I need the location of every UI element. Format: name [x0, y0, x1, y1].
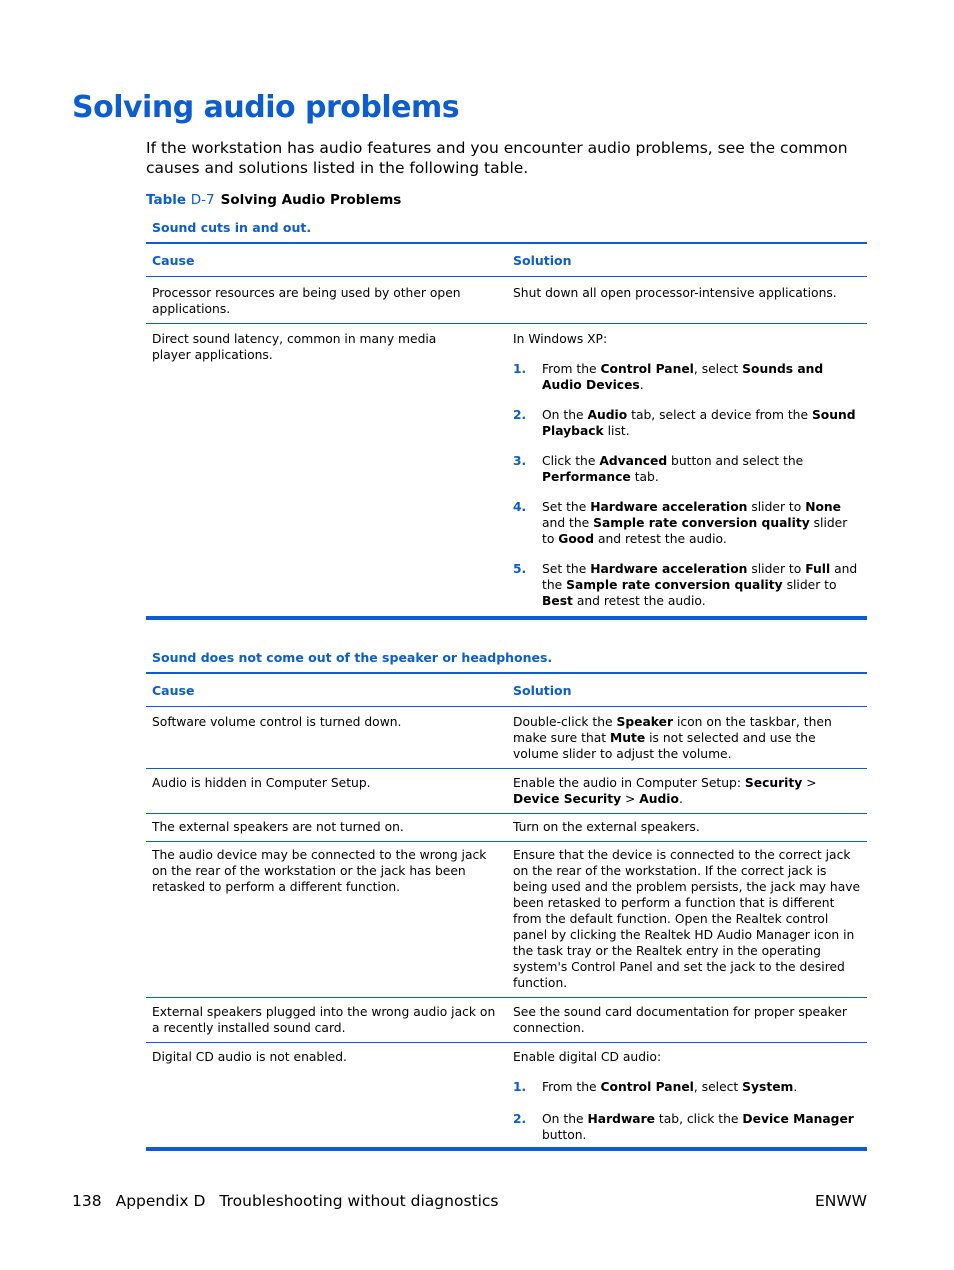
table-row: [146, 769, 867, 814]
list-item: [513, 453, 861, 485]
footer-chapter: Troubleshooting without diagnostics: [219, 1192, 499, 1210]
solution-intro: Enable digital CD audio:: [513, 1050, 662, 1064]
column-header-solution: Solution: [513, 682, 572, 698]
solution-cell: [507, 1043, 867, 1147]
column-header-cause: Cause: [152, 682, 195, 698]
step-number: 2.: [513, 1112, 527, 1126]
section-heading: Sound cuts in and out.: [152, 220, 312, 235]
steps-list: [513, 361, 861, 609]
step-text: From the Control Panel, select Sounds and Audio Devices.: [542, 362, 824, 392]
step-text: On the Audio tab, select a device from the Sound Playback list.: [542, 408, 856, 438]
troubleshooting-table: [146, 672, 867, 1151]
step-number: 3.: [513, 454, 527, 468]
solution-cell: Shut down all open processor-intensive applications.: [513, 286, 837, 300]
table-row: [146, 814, 867, 842]
cause-cell: Direct sound latency, common in many media player applications.: [152, 332, 437, 362]
cause-cell: Software volume control is turned down.: [152, 715, 402, 729]
step-number: 4.: [513, 500, 527, 514]
footer-section: Appendix D: [115, 1192, 206, 1210]
table-row: [146, 998, 867, 1043]
footer-right: ENWW: [814, 1192, 867, 1210]
cause-cell: Processor resources are being used by other open applications.: [152, 286, 461, 316]
page-number: 138: [72, 1192, 102, 1210]
solution-cell: See the sound card documentation for proper speaker connection.: [513, 1005, 847, 1035]
steps-list: [513, 1079, 861, 1143]
list-item: [513, 561, 861, 609]
section-heading: Sound does not come out of the speaker or headphones.: [152, 650, 553, 665]
table-row: [146, 707, 867, 769]
cause-cell: Audio is hidden in Computer Setup.: [152, 776, 371, 790]
cause-cell: Digital CD audio is not enabled.: [152, 1050, 347, 1064]
page-title: Solving audio problems: [72, 90, 460, 125]
intro-paragraph: If the workstation has audio features and you encounter audio problems, see the common causes and solutions listed in the following table.: [146, 139, 848, 177]
table-row: [146, 324, 867, 616]
list-item: [513, 1079, 861, 1095]
step-text: From the Control Panel, select System.: [542, 1080, 798, 1094]
step-number: 5.: [513, 562, 527, 576]
list-item: [513, 407, 861, 439]
table-caption-title: Solving Audio Problems: [220, 192, 402, 208]
table-caption-number: D-7: [190, 192, 215, 208]
table-caption: [146, 192, 401, 208]
column-header-cause: Cause: [152, 252, 195, 268]
column-header-solution: Solution: [513, 252, 572, 268]
page-footer: [72, 1192, 867, 1210]
solution-cell: Enable the audio in Computer Setup: Security > Device Security > Audio.: [513, 776, 817, 806]
solution-cell: Ensure that the device is connected to the correct jack on the rear of the workstation. If the correct jack is being used and the problem persists, the jack may have been retasked to perform a function that is different from the default function. Open the Realtek control panel by clicking the Realtek HD Audio Manager icon in the task tray or the Realtek entry in the operating system's Control Panel and set the jack to the desired function.: [513, 848, 861, 990]
step-text: Click the Advanced button and select the Performance tab.: [542, 454, 804, 484]
step-text: On the Hardware tab, click the Device Manager button.: [542, 1112, 854, 1142]
table-row: [146, 1043, 867, 1147]
list-item: [513, 1111, 861, 1143]
table-row: [146, 277, 867, 324]
table-header-row: [146, 674, 867, 707]
step-text: Set the Hardware acceleration slider to Full and the Sample rate conversion quality slider to Best and retest the audio.: [542, 562, 858, 608]
table-caption-label: Table: [146, 192, 191, 208]
solution-cell: Double-click the Speaker icon on the taskbar, then make sure that Mute is not selected and use the volume slider to adjust the volume.: [513, 715, 832, 761]
list-item: [513, 499, 861, 547]
solution-intro: In Windows XP:: [513, 332, 608, 346]
cause-cell: The audio device may be connected to the wrong jack on the rear of the workstation or the jack has been retasked to perform a different function.: [152, 848, 487, 894]
table-header-row: [146, 244, 867, 277]
troubleshooting-table: [146, 242, 867, 620]
section-no-sound: [146, 650, 867, 1151]
solution-cell: [507, 324, 867, 616]
cause-cell: External speakers plugged into the wrong audio jack on a recently installed sound card.: [152, 1005, 496, 1035]
section-sound-cuts: [146, 220, 867, 620]
solution-cell: Turn on the external speakers.: [513, 820, 700, 834]
footer-left: [72, 1192, 499, 1210]
list-item: [513, 361, 861, 393]
table-row: [146, 842, 867, 998]
step-number: 1.: [513, 362, 527, 376]
cause-cell: The external speakers are not turned on.: [152, 820, 404, 834]
step-number: 2.: [513, 408, 527, 422]
step-text: Set the Hardware acceleration slider to None and the Sample rate conversion quality slider to Good and retest the audio.: [542, 500, 848, 546]
step-number: 1.: [513, 1080, 527, 1094]
